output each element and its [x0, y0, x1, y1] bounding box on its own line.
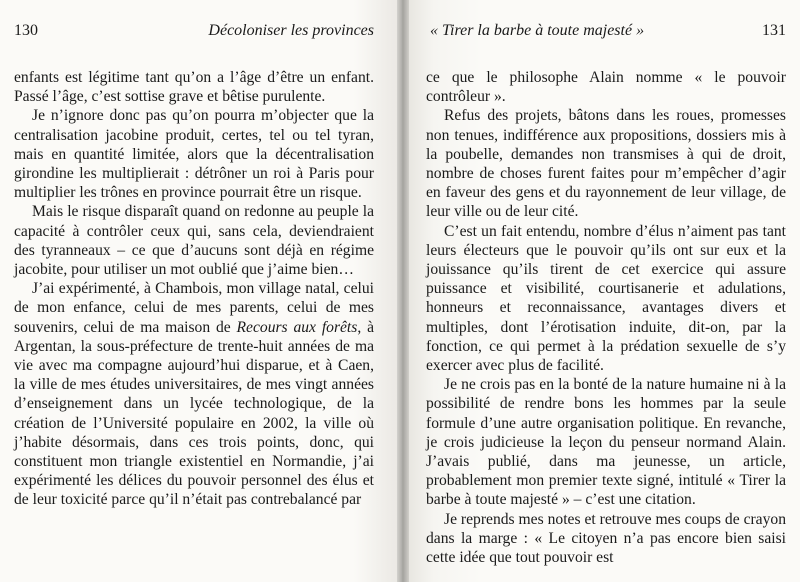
paragraph-text: , à Argentan, la sous-préfecture de trente-huit années de ma vie avec ma compagne aujourd’hui disparue, et à Caen, la ville de mes études universitaires, de mes vingt années d’enseignement dans un lycée technologique, de la création de l’Université populaire en 2002, la ville où j’habite désormais, dans ces trois points, donc, qui constituent mon triangle existentiel en Normandie, j’ai expérimenté les délices du pouvoir personnel des élus et de leur toxicité parce qu’il n’était pas contrebalancé par — [14, 318, 374, 509]
paragraph: Je reprends mes notes et retrouve mes coups de crayon dans la marge : « Le citoyen n’a pas encore bien saisi cette idée que tout pouvoir est — [426, 510, 786, 567]
right-page-body — [426, 68, 786, 567]
left-page-body — [14, 68, 374, 510]
paragraph: ce que le philosophe Alain nomme « le pouvoir contrôleur ». — [426, 69, 786, 106]
paragraph-text: J’ai expérimenté, à Chambois, mon village natal, celui de mon enfance, celui de mes parents, celui de mes souvenirs, celui de ma maison de — [14, 280, 374, 336]
paragraph: Refus des projets, bâtons dans les roues, promesses non tenues, indifférence aux propositions, dossiers mis à la poubelle, demandes non transmises à qui de droit, nombre de choses furent faites pour m’empêcher d’agir en faveur des gens et du rayonnement de leur village, de leur ville ou de leur cité. — [426, 107, 786, 221]
right-page-header — [426, 22, 786, 48]
left-page-number: 130 — [14, 22, 38, 39]
book-gutter — [397, 0, 409, 582]
paragraph: Je ne crois pas en la bonté de la nature humaine ni à la possibilité de rendre bons les hommes par la seule formule d’une autre organisation politique. En revanche, je crois judicieuse la leçon du penseur normand Alain. J’avais publié, dans ma jeunesse, un article, probablement mon premier texte signé, intitulé « Tirer la barbe à toute majesté » – c’est une citation. — [426, 376, 786, 509]
paragraph — [14, 279, 374, 509]
paragraph: C’est un fait entendu, nombre d’élus n’aiment pas tant leurs électeurs que le pouvoir qu’ils ont sur eux et la jouissance qu’ils tirent de cet exercice qui assure puissance et visibilité, courtisanerie et adulations, honneurs et reconnaissance, avantages divers et multiples, dont l’érotisation induite, dit-on, par la fonction, ce qui permet à la prédation sexuelle de s’y exercer avec plus de facilité. — [426, 222, 786, 375]
book-title-italic: Recours aux forêts — [236, 318, 358, 336]
paragraph: Je n’ignore donc pas qu’on pourra m’objecter que la centralisation jacobine produit, certes, tel ou tel tyran, mais en quantité limitée, alors que la décentralisation girondine les multiplierait : détrôner un roi à Paris pour multiplier les trônes en province pourrait être un risque. — [14, 107, 374, 202]
left-page-header — [14, 22, 374, 48]
right-page — [402, 0, 800, 582]
right-running-title: « Tirer la barbe à toute majesté » — [430, 22, 645, 39]
right-page-number: 131 — [762, 22, 786, 39]
left-running-title: Décoloniser les provinces — [208, 22, 374, 39]
paragraph: enfants est légitime tant qu’on a l’âge d’être un enfant. Passé l’âge, c’est sottise grave et bêtise purulente. — [14, 69, 374, 106]
paragraph: Mais le risque disparaît quand on redonne au peuple la capacité à contrôler ceux qui, sans cela, deviendraient des tyranneaux – ce que d’aucuns sont déjà en régime jacobite, pour utiliser un mot oublié que j’aime bien… — [14, 203, 374, 279]
